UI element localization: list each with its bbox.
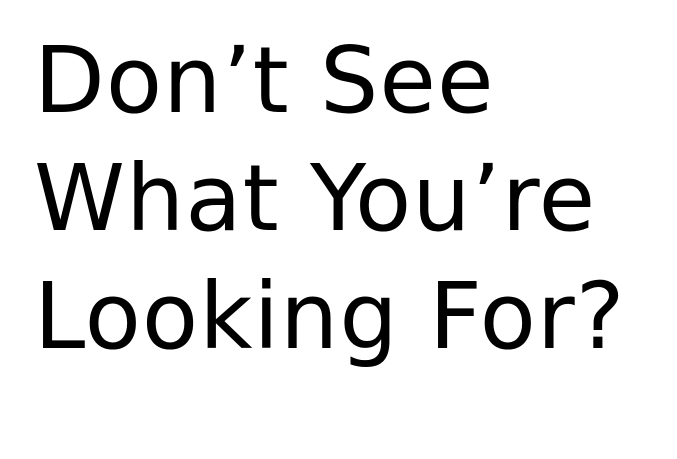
headline-text <box>34 22 626 376</box>
headline-line-3: Looking For? <box>34 263 626 370</box>
headline-line-1: Don’t See <box>34 27 495 134</box>
headline-line-2: What You’re <box>34 145 597 252</box>
